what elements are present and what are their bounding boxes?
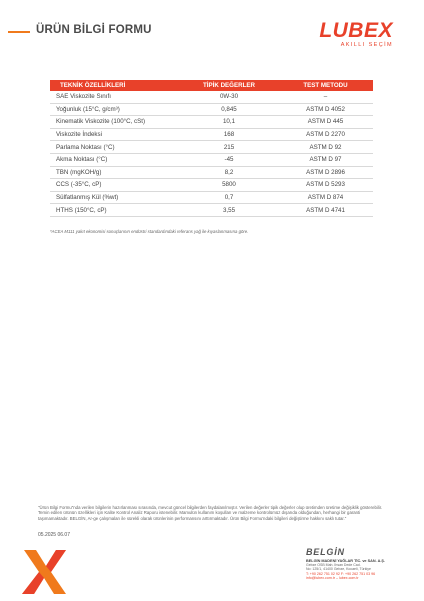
row-property: Sülfatlanmış Kül (%wt) — [50, 191, 180, 204]
row-method: – — [278, 91, 373, 103]
table-header-row — [50, 80, 373, 91]
row-method: ASTM D 874 — [278, 191, 373, 204]
row-value: 10,1 — [180, 116, 278, 129]
row-method: ASTM D 2270 — [278, 128, 373, 141]
table-row — [50, 141, 373, 154]
logo-tagline: AKILLI SEÇİM — [340, 42, 393, 48]
table-row — [50, 191, 373, 204]
document-date: 05.2025 06.07 — [38, 532, 70, 538]
table-row — [50, 128, 373, 141]
company-name: BELGİN MADENİ YAĞLAR TİC. ve SAN. A.Ş. — [306, 559, 385, 563]
row-method: ASTM D 4052 — [278, 103, 373, 116]
row-method: ASTM D 2896 — [278, 166, 373, 179]
table-row — [50, 91, 373, 103]
brand-x-graphic — [20, 548, 68, 601]
table-row — [50, 153, 373, 166]
row-property: Akma Noktası (°C) — [50, 153, 180, 166]
row-property: Yoğunluk (15°C, g/cm³) — [50, 103, 180, 116]
row-method: ASTM D 445 — [278, 116, 373, 129]
row-value: 0,7 — [180, 191, 278, 204]
row-value: 0W-30 — [180, 91, 278, 103]
table-row — [50, 103, 373, 116]
table-row — [50, 179, 373, 192]
row-value: 215 — [180, 141, 278, 154]
logo-wordmark: LUBEX — [319, 19, 393, 42]
row-value: 5800 — [180, 179, 278, 192]
table-row — [50, 166, 373, 179]
row-value: 168 — [180, 128, 278, 141]
spec-table — [50, 80, 373, 217]
row-method: ASTM D 5293 — [278, 179, 373, 192]
row-value: 8,2 — [180, 166, 278, 179]
row-property: Parlama Noktası (°C) — [50, 141, 180, 154]
lubex-logo — [319, 20, 393, 48]
disclaimer-text: "Ürün Bilgi Formu"nda verilen bilgilerin hazırlanması sırasında, mevcut güncel bilgilerden faydalanılmıştır. Verilen değerler tipik değerler olup üretimden üretime değişiklik gösterebilir. Temin edilen ürünün özellikleri için Kalite Kontrol Analiz Raporu istenebilir. Mamulün kullanım koşulları ve malzeme kontrolümüz dışarıda olduğundan, herhangi bir garanti taşımamaktadır. BELGİN, Ar-ge çalışmaları ile sürekli olarak ürünlerinin performansını arttırmaktadır. Ürün Bilgi Formu'ndaki bilgileri değiştirme hakkını saklı tutar." — [38, 505, 383, 521]
table-row — [50, 116, 373, 129]
title-accent-bar — [8, 31, 30, 33]
table-row — [50, 204, 373, 217]
row-property: Viskozite İndeksi — [50, 128, 180, 141]
belgin-logo: BELGİN — [306, 547, 345, 557]
row-method: ASTM D 97 — [278, 153, 373, 166]
row-value: -45 — [180, 153, 278, 166]
email-web: info@lubex.com.tr – lubex.com.tr — [306, 576, 359, 581]
row-property: SAE Viskozite Sınıfı — [50, 91, 180, 103]
page-title: ÜRÜN BİLGİ FORMU — [36, 24, 152, 36]
row-property: HTHS (150°C, cP) — [50, 204, 180, 217]
table-footnote: *ACEA M111 yakıt ekonomisi sonuçlarının endüstri standardındaki referans yağ ile kıyaslanmasına göre. — [50, 229, 249, 234]
phone-fax: T: +90 262 751 02 92 F: +90 262 751 03 96 — [306, 571, 376, 576]
header-property: TEKNİK ÖZELLİKLERİ — [50, 80, 180, 91]
row-property: CCS (-35°C, cP) — [50, 179, 180, 192]
row-value: 0,845 — [180, 103, 278, 116]
header-test-method: TEST METODU — [278, 80, 373, 91]
row-value: 3,55 — [180, 204, 278, 217]
row-property: Kinematik Viskozite (100°C, cSt) — [50, 116, 180, 129]
row-method: ASTM D 4741 — [278, 204, 373, 217]
address-line-1: Gebze OSB Mah. İhsan Dede Cad. — [306, 563, 361, 567]
address-line-2: No: 125/1, 41400 Gebze, Kocaeli, Türkiye — [306, 567, 371, 572]
row-method: ASTM D 92 — [278, 141, 373, 154]
header-typical-value: TİPİK DEĞERLER — [180, 80, 278, 91]
company-info — [306, 547, 416, 581]
row-property: TBN (mgKOH/g) — [50, 166, 180, 179]
